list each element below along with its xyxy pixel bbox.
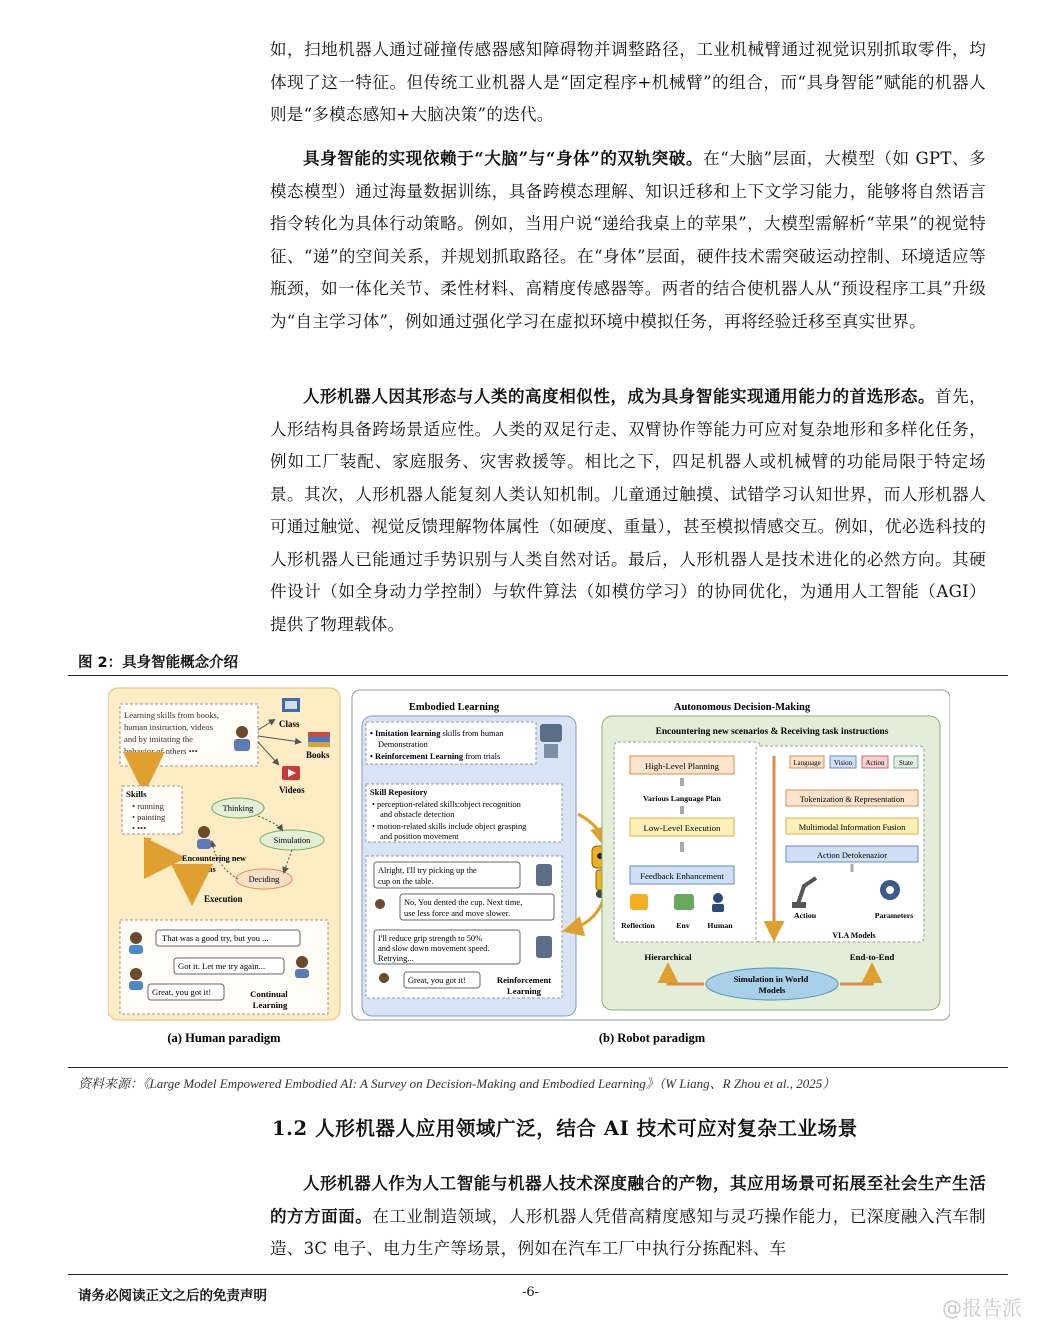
skill-more: ••• (137, 823, 147, 833)
figure-top-rule (68, 675, 1008, 676)
skill-item: • (132, 823, 138, 833)
repo-title: Skill Repository (370, 788, 428, 797)
skills-title: Skills (126, 789, 147, 799)
reinforcement-bold: Reinforcement Learning (375, 752, 464, 761)
svg-text:Vision: Vision (833, 759, 853, 767)
skill-item: • (132, 812, 138, 822)
end-to-end-label: End-to-End (849, 952, 895, 962)
paragraph-applications (270, 1168, 986, 1266)
paragraph-lead: 人形机器人因其形态与人类的高度相似性，成为具身智能实现通用能力的首选形态。 (303, 387, 936, 406)
execution-label: Execution (204, 894, 243, 904)
encountering-line: Encountering new (182, 854, 246, 863)
intro-paragraph: 如，扫地机器人通过碰撞传感器感知障碍物并调整路径，工业机械臂通过视觉识别抓取零件，均体现了这一特征。但传统工业机器人是“固定程序+机械臂”的组合，而“具身智能”赋能的机器人则是“多模态感知+大脑决策”的迭代。 (270, 40, 986, 124)
encountering-line: situations (182, 865, 216, 874)
paragraph-brain-body (270, 143, 986, 338)
svg-text:Alright, I'll try picking up t: Alright, I'll try picking up the cup on the table. (378, 866, 477, 886)
paragraph-lead: 具身智能的实现依赖于“大脑”与“身体”的双轨突破。 (303, 149, 704, 168)
source-videos: Videos (279, 785, 305, 795)
svg-text:State: State (899, 759, 913, 767)
repo-line: perception-related skills:object recognition (377, 800, 521, 809)
figure-source: 资料来源：《Large Model Empowered Embodied AI: A Survey on Decision-Making and Embodied Learning》（W Liang、R Zhou et al., 2025） (78, 1076, 836, 1091)
svg-text:No, You dented the cup. Next t: No, You dented the cup. Next time, use less force and move slower. (404, 898, 523, 918)
svg-text:Language: Language (793, 759, 821, 767)
figure-caption: 图 2：具身智能概念介绍 (78, 655, 239, 671)
source-books: Books (306, 750, 330, 760)
embodied-learning-title: Embodied Learning (408, 702, 500, 713)
dialog-line-2: Got it. Let me try again... (178, 961, 266, 971)
simulation-line: Simulation in World (733, 974, 809, 984)
thinking-label: Thinking (222, 804, 254, 813)
skill-running: running (137, 801, 164, 811)
svg-text:I'll reduce grip strength to 5: I'll reduce grip strength to 50% and slow down movement speed. Retrying... (378, 934, 490, 963)
detokenizer: Action Detokenazior (817, 851, 887, 860)
high-level-planning: High-Level Planning (644, 761, 720, 771)
footer-rule (68, 1274, 1008, 1275)
books-icon (308, 732, 330, 747)
imitation-bold: Imitation learning (375, 729, 441, 738)
skill-painting: painting (137, 812, 166, 822)
feedback-enhancement: Feedback Enhancement (640, 871, 724, 881)
embodied-ai-figure (108, 686, 950, 1056)
simulation-line: Models (758, 985, 786, 995)
repo-line: motion-related skills include object grasping (377, 822, 527, 831)
svg-text:Action Parameters: Action Parameters (793, 911, 914, 920)
imitation-rest: skills from human (440, 729, 504, 738)
env-icon (674, 894, 694, 910)
watermark: @报告派 (942, 1296, 1022, 1320)
learning-text-line: behavior of others ••• (124, 746, 198, 756)
rl-label: Reinforcement (496, 975, 552, 985)
low-level-execution: Low-Level Execution (643, 823, 721, 833)
hierarchical-label: Hierarchical (644, 952, 692, 962)
svg-text:Continual Learning (250, 989, 290, 1010)
learning-text-line: Learning skills from books, (124, 710, 219, 720)
paragraph-lead: 人形机器人作为人工智能与机器人技术深度融合的产物，其应用场景可拓展至社会生产生活的方方面面。 (270, 1174, 986, 1226)
paragraph-humanoid (270, 381, 986, 641)
paragraph-body: 首先，人形结构具备跨场景适应性。人类的双足行走、双臂协作等能力可应对复杂地形和多样化任务，例如工厂装配、家庭服务、灾害救援等。相比之下，四足机器人或机械臂的功能局限于特定场景。其次，人形机器人能复刻人类认知机制。儿童通过触摸、试错学习认知世界，而人形机器人可通过触觉、视觉反馈理解物体属性（如硬度、重量），甚至模拟情感交互。例如，优必选科技的人形机器人已能通过手势识别与人类自然对话。最后，人形机器人是技术进化的必然方向。其硬件设计（如全身动力学控制）与软件算法（如模仿学习）的协同优化，为通用人工智能（AGI）提供了物理载体。 (270, 387, 986, 634)
robot-paradigm-label: (b) Robot paradigm (598, 1031, 706, 1045)
skill-item: • (132, 801, 138, 811)
fusion: Multimodal Information Fusion (798, 823, 906, 832)
human-paradigm-panel (108, 688, 340, 1045)
paragraph-body: 在“大脑”层面，大模型（如 GPT、多模态模型）通过海量数据训练，具备跨模态理解、知识迁移和上下文学习能力，能够将自然语言指令转化为具体行动策略。例如，当用户说“递给我桌上的苹果”，大模型需解析“苹果”的视觉特征、“递”的空间关系，并规划抓取路径。在“身体”层面，硬件技术需突破运动控制、环境适应等瓶颈，如一体化关节、柔性材料、高精度传感器等。两者的结合使机器人从“预设程序工具”升级为“自主学习体”，例如通过强化学习在虚拟环境中模拟任务，再将经验迁移至真实世界。 (270, 149, 986, 331)
reflection-icon (630, 894, 648, 910)
svg-text:Skill Repository • perce: Skill Repository • perception-related skills:object recognition and obstacle detection • motion-related skills include object grasping and position movement (370, 788, 527, 841)
encountering-scenarios: Encountering new scenarios & Receiving task instructions (655, 727, 889, 737)
class-icon (282, 698, 300, 712)
paragraph-body: 在工业制造领域，人形机器人凭借高精度感知与灵巧操作能力，已深度融入汽车制造、3C 电子、电力生产等场景，例如在汽车工厂中执行分拣配料、车 (270, 1206, 986, 1258)
rl-label: Learning (507, 986, 541, 996)
continual-line: Continual (250, 989, 288, 999)
learning-text-line: and by imitating the (124, 734, 193, 744)
robot-paradigm-panel (352, 690, 950, 1045)
simulation-label: Simulation (273, 836, 311, 845)
tokenization: Tokenization & Representation (799, 795, 905, 804)
human-paradigm-label: (a) Human paradigm (167, 1031, 281, 1045)
svg-text:• Imitation learning skills fr: • Imitation learning skills from human Demonstration • Reinforcement Learning from trials (370, 729, 504, 761)
svg-text:Reflection Env Hum: Reflection Env Human (621, 921, 733, 930)
vla-models: VLA Models (832, 931, 876, 940)
section-heading: 1.2 人形机器人应用领域广泛，结合 AI 技术可应对复杂工业场景 (272, 1117, 858, 1140)
repo-line: and obstacle detection (380, 810, 455, 819)
repo-line: and position movement (380, 832, 459, 841)
reinforcement-rest: from trials (463, 752, 501, 761)
deciding-label: Deciding (248, 875, 280, 884)
source-class: Class (279, 719, 300, 729)
autonomous-title: Autonomous Decision-Making (673, 702, 811, 713)
rl-dialog-final: Great, you got it! (408, 976, 466, 985)
dialog-line-1: That was a good try, but you ... (162, 933, 269, 943)
continual-line: Learning (252, 1000, 288, 1010)
demonstration: Demonstration (378, 740, 428, 749)
page-number: -6- (522, 1285, 540, 1300)
footer-disclaimer: 请务必阅读正文之后的免责声明 (78, 1288, 267, 1304)
various-language-plan: Various Language Plan (643, 794, 721, 803)
gear-icon (880, 880, 900, 900)
video-icon (282, 766, 300, 780)
dialog-line-3: Great, you got it! (152, 987, 212, 997)
svg-text:Action: Action (865, 759, 885, 767)
figure-bottom-rule (68, 1067, 1008, 1068)
learning-text-line: human instruction, videos (124, 722, 214, 732)
